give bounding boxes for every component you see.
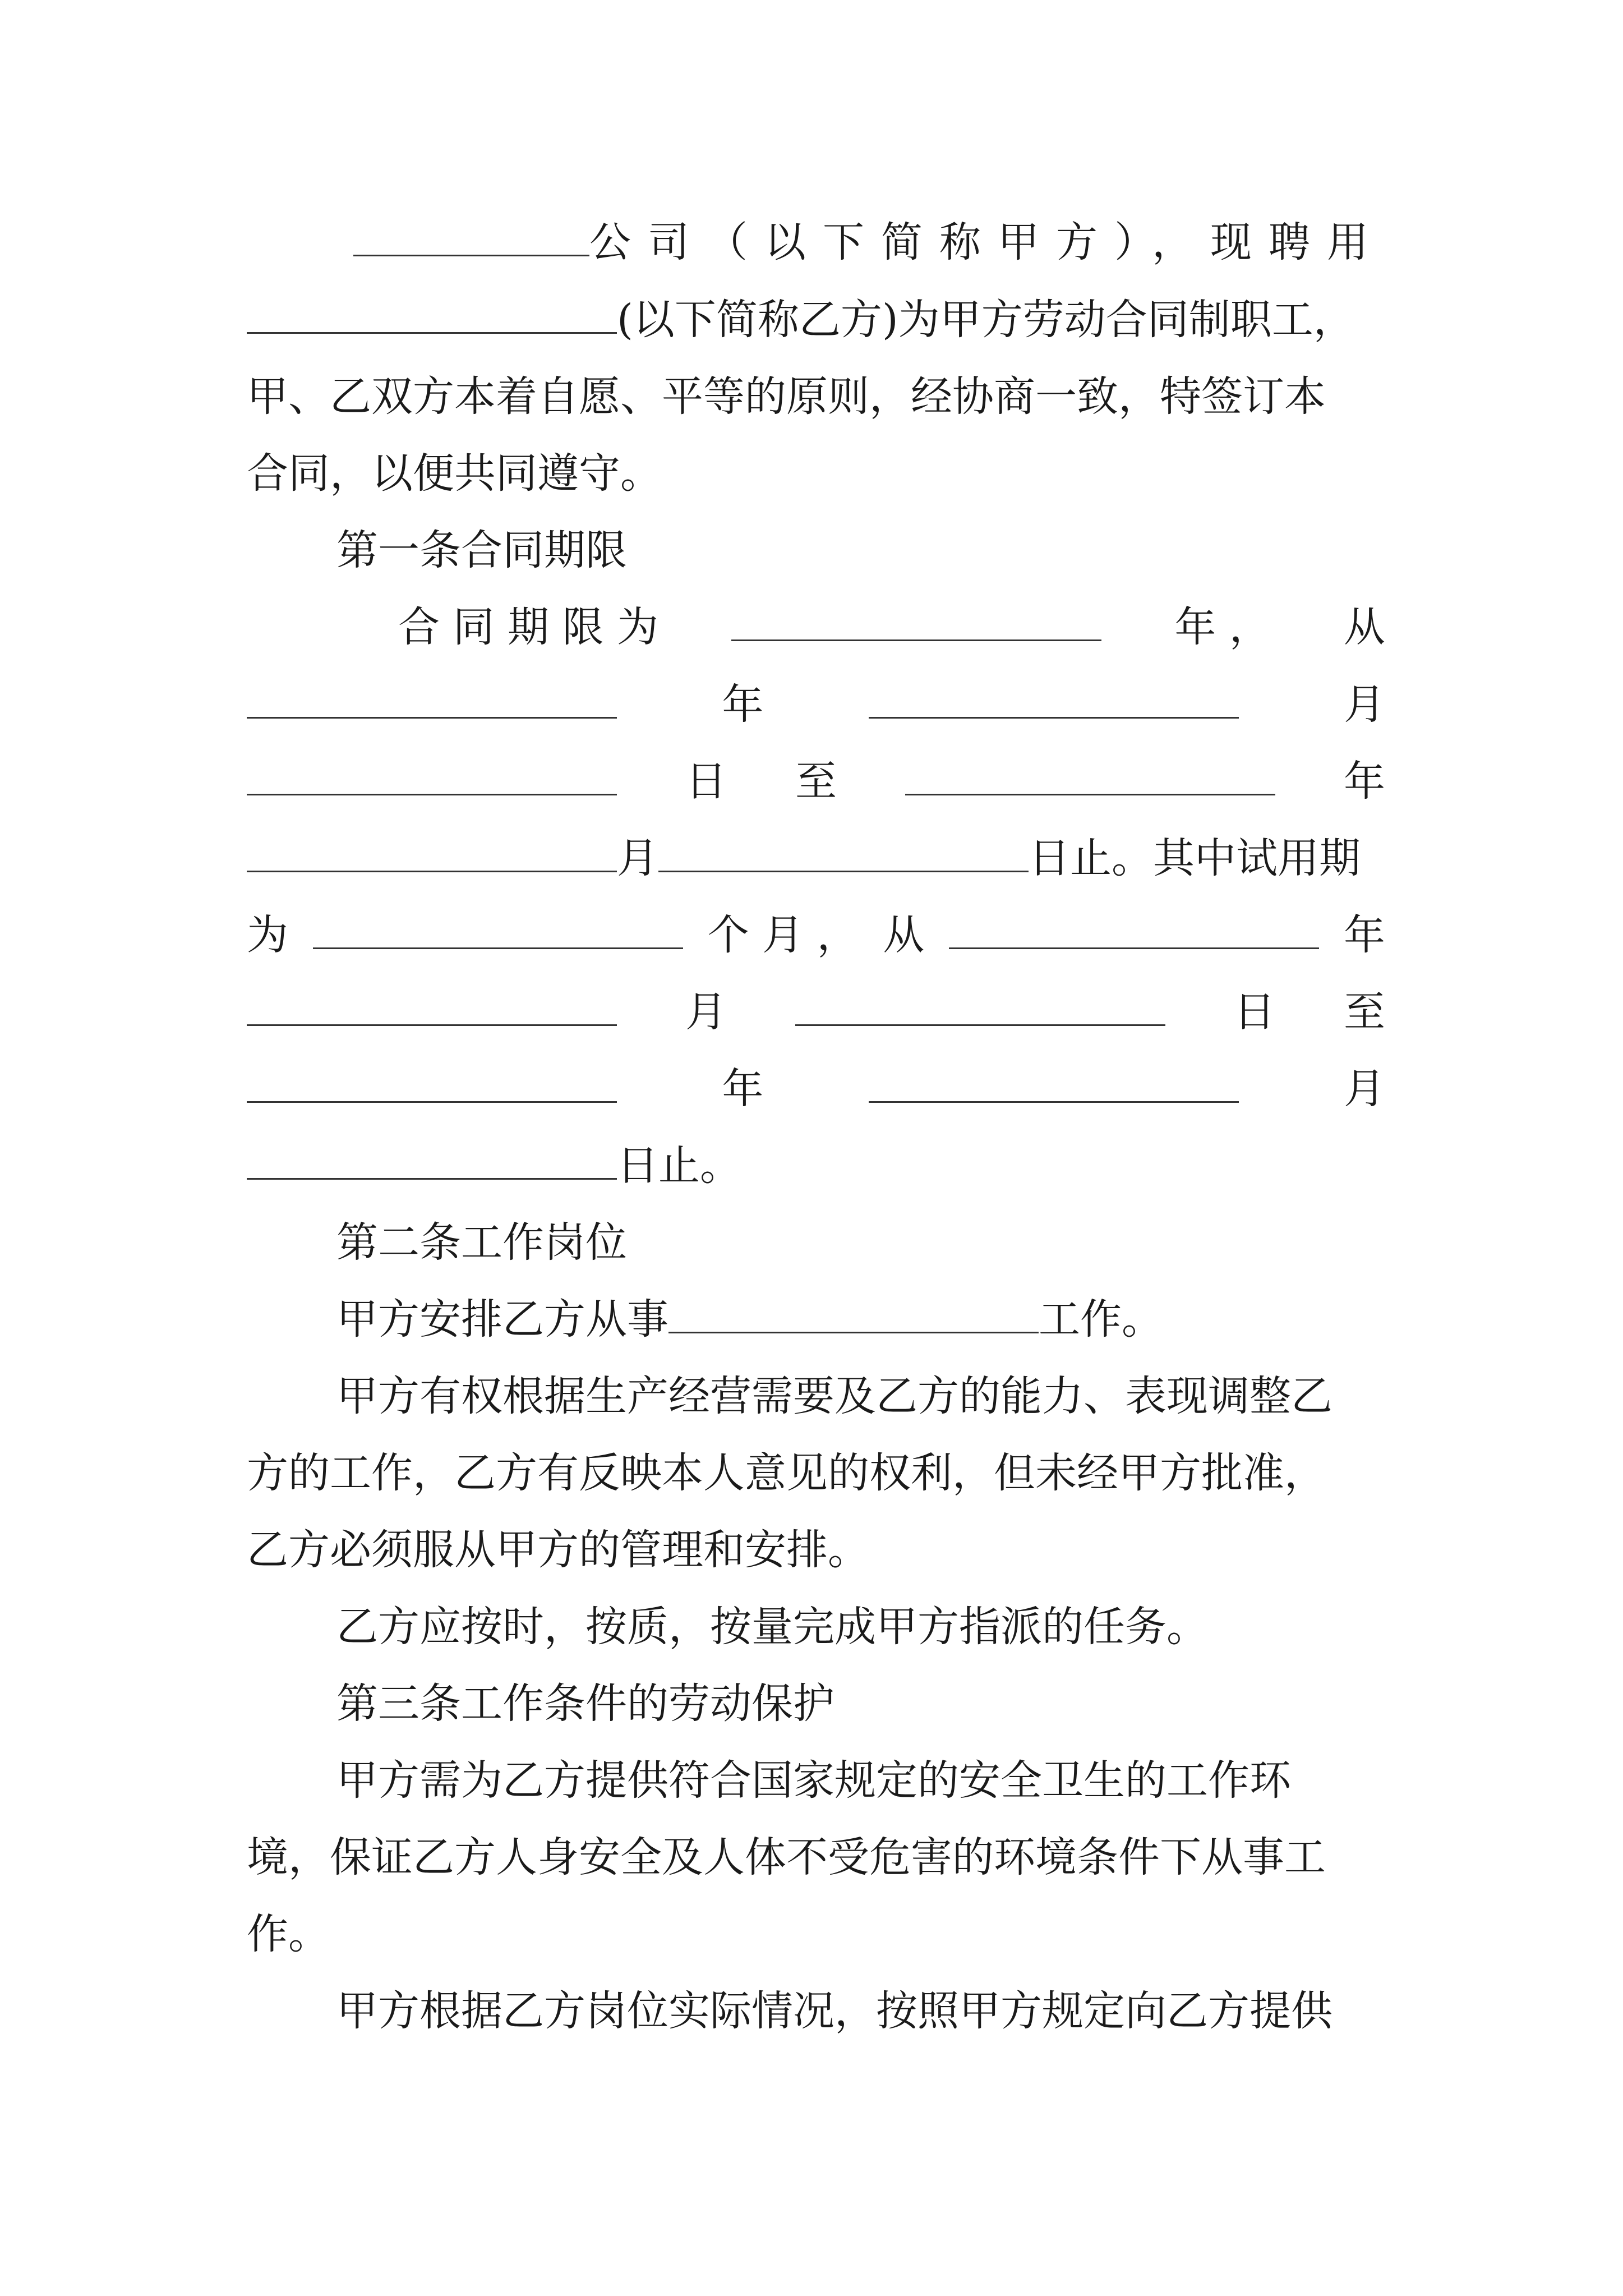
article-3-para-1-line-1: 甲方需为乙方提供符合国家规定的安全卫生的工作环 [336,1756,1291,1805]
term-label: 合 同 期 限 为 [398,603,659,651]
article-1-line-3 [247,753,1385,809]
intro-text-1: 公司（以下简称甲方），现聘用 [589,218,1385,266]
start-day-blank [247,757,617,795]
term-years-blank [731,602,1101,641]
article-1-line-6 [247,984,1385,1040]
year-label: 年 [1343,911,1385,959]
probation-start-day-blank [795,987,1165,1026]
day-end-label: 日止。其中试用期 [1029,834,1361,882]
month-label: 月 [617,834,658,882]
term-year-label: 年 ， [1174,603,1271,651]
article-2-title: 第二条工作岗位 [336,1218,627,1267]
job-suffix: 工作。 [1039,1295,1163,1343]
article-1-line-5 [247,907,1385,963]
from-label: 从 [883,911,925,959]
article-2-para-2-line-2: 方的工作，乙方有反映本人意见的权利，但未经甲方批准， [247,1449,1326,1497]
article-3-para-1-line-3: 作。 [247,1910,330,1958]
article-2-line-1 [336,1291,1163,1347]
article-2-para-2-line-3: 乙方必须服从甲方的管理和安排。 [247,1526,869,1574]
employee-name-blank [247,295,617,334]
month-label: 月 [685,988,727,1036]
article-3-title: 第三条工作条件的劳动保护 [336,1680,834,1728]
start-year-blank [247,680,617,719]
article-3-para-1-line-2: 境，保证乙方人身安全及人体不受危害的环境条件下从事工 [247,1833,1326,1881]
job-blank [668,1295,1039,1333]
year-label: 年 [722,1065,764,1113]
year-label: 年 [1344,757,1385,806]
end-month-blank [247,834,617,872]
start-month-blank [869,680,1239,719]
to-label: 至 [1344,988,1385,1036]
day-label: 日 [1234,988,1275,1036]
end-year-blank [905,757,1275,795]
article-1-line-1 [398,599,1385,655]
job-assign-text: 甲方安排乙方从事 [336,1295,668,1343]
intro-line-2 [247,292,1355,348]
months-label: 个 月 ， [707,911,859,959]
article-1-line-2 [247,677,1385,733]
day-end-label: 日止。 [617,1142,741,1190]
intro-line-3: 甲、乙双方本着自愿、平等的原则，经协商一致，特签订本 [247,372,1326,421]
probation-end-day-blank [247,1141,617,1180]
intro-line-1 [353,214,1385,270]
article-2-para-3: 乙方应按时，按质，按量完成甲方指派的任务。 [336,1603,1208,1651]
probation-start-year-blank [949,910,1319,949]
intro-text-2: (以下简称乙方)为甲方劳动合同制职工， [617,296,1355,344]
month-label: 月 [1343,680,1385,729]
article-1-line-8 [247,1138,741,1194]
probation-label: 为 [247,911,288,959]
article-1-line-4 [247,830,1385,886]
probation-end-year-blank [247,1064,617,1103]
to-label: 至 [795,757,837,806]
article-1-line-7 [247,1061,1385,1117]
day-label: 日 [685,757,727,806]
year-label: 年 [722,680,764,729]
article-1-title: 第一条合同期限 [336,526,627,574]
probation-start-month-blank [247,987,617,1026]
company-name-blank [353,218,589,256]
end-day-blank [658,834,1029,872]
article-3-para-2-line-1: 甲方根据乙方岗位实际情况，按照甲方规定向乙方提供 [336,1987,1332,2035]
probation-months-blank [313,910,683,949]
intro-line-4: 合同，以便共同遵守。 [247,449,662,498]
month-label: 月 [1343,1065,1385,1113]
probation-end-month-blank [869,1064,1239,1103]
from-label: 从 [1344,603,1385,651]
article-2-para-2-line-1: 甲方有权根据生产经营需要及乙方的能力、表现调整乙 [336,1372,1332,1420]
